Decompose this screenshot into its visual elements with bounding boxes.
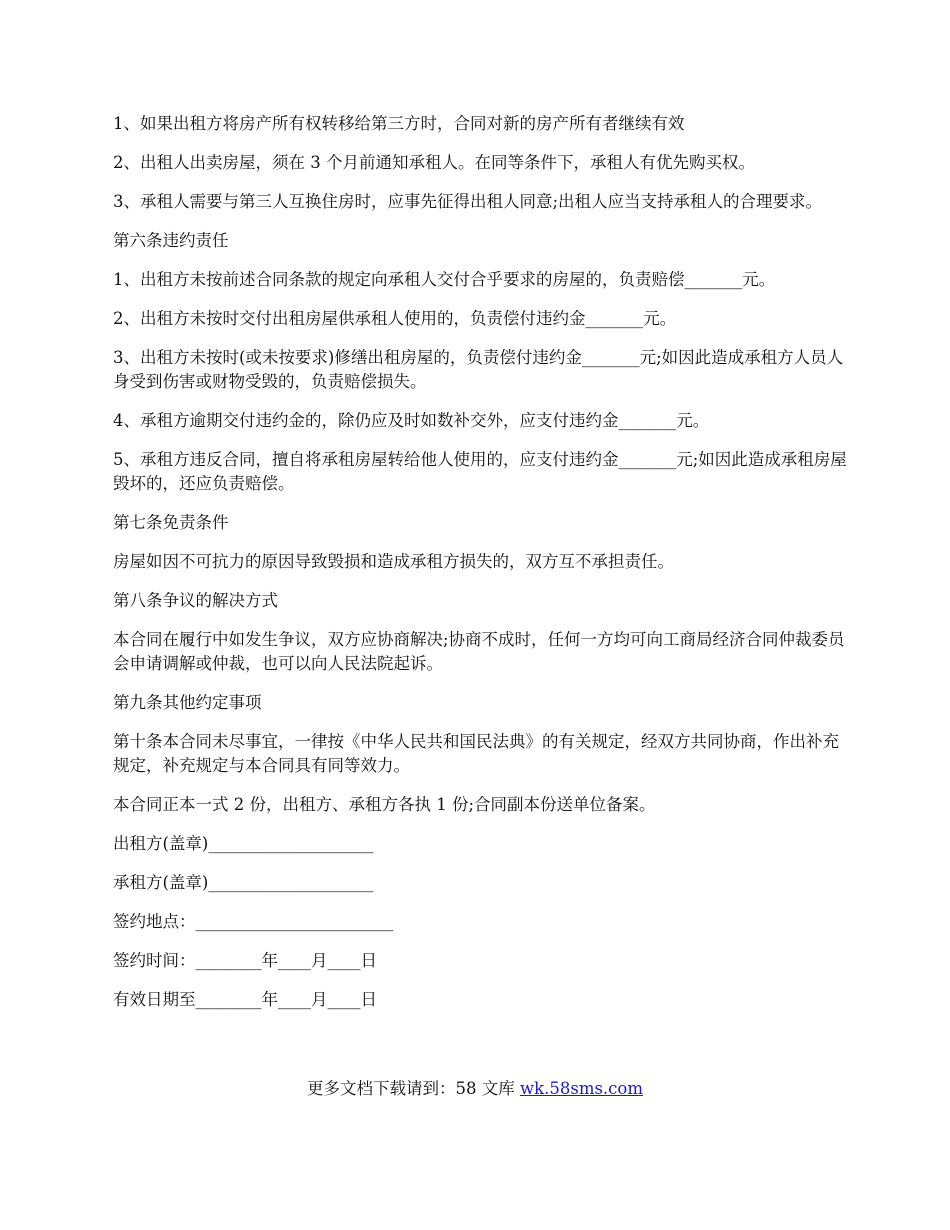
copies-text: 本合同正本一式 2 份，出租方、承租方各执 1 份;合同副本份送单位备案。	[113, 795, 656, 814]
clause-transfer-ownership: 1、如果出租方将房产所有权转移给第三方时，合同对新的房产所有者继续有效	[113, 114, 685, 133]
breach-item-5: 5、承租方违反合同，擅自将承租房屋转给他人使用的，应支付违约金_______元;如因此造成承租房屋毁坏的，还应负责赔偿。	[113, 450, 847, 493]
clause-housing-exchange: 3、承租人需要与第三人互换住房时，应事先征得出租人同意;出租人应当支持承租人的合理要求。	[113, 192, 823, 211]
page-footer	[0, 1077, 950, 1101]
section-heading-exemption: 第七条免责条件	[113, 513, 229, 532]
section-heading-other: 第九条其他约定事项	[113, 693, 262, 712]
exemption-text: 房屋如因不可抗力的原因导致毁损和造成承租方损失的，双方互不承担责任。	[113, 552, 674, 571]
breach-item-1: 1、出租方未按前述合同条款的规定向承租人交付合乎要求的房屋的，负责赔偿_______元。	[113, 270, 776, 289]
valid-until-line: 有效日期至________年____月____日	[113, 990, 377, 1009]
section-heading-breach: 第六条违约责任	[113, 231, 229, 250]
document-body	[113, 112, 853, 1027]
lessor-signature-line: 出租方(盖章)____________________	[113, 834, 374, 853]
breach-item-3: 3、出租方未按时(或未按要求)修缮出租房屋的，负责偿付违约金_______元;如因此造成承租方人员人身受到伤害或财物受毁的，负责赔偿损失。	[113, 348, 844, 391]
section-heading-dispute: 第八条争议的解决方式	[113, 591, 278, 610]
breach-item-4: 4、承租方逾期交付违约金的，除仍应及时如数补交外，应支付违约金_______元。	[113, 411, 710, 430]
footer-link[interactable]: wk.58sms.com	[519, 1079, 643, 1098]
signing-place-line: 签约地点：________________________	[113, 912, 394, 931]
clause-ten-text: 第十条本合同未尽事宜，一律按《中华人民共和国民法典》的有关规定，经双方共同协商，作出补充规定，补充规定与本合同具有同等效力。	[113, 732, 839, 775]
clause-sale-notice: 2、出租人出卖房屋，须在 3 个月前通知承租人。在同等条件下，承租人有优先购买权。	[113, 153, 755, 172]
breach-item-2: 2、出租方未按时交付出租房屋供承租人使用的，负责偿付违约金_______元。	[113, 309, 677, 328]
signing-date-line: 签约时间：________年____月____日	[113, 951, 377, 970]
dispute-text: 本合同在履行中如发生争议，双方应协商解决;协商不成时，任何一方均可向工商局经济合同仲裁委员会申请调解或仲裁，也可以向人民法院起诉。	[113, 630, 845, 673]
lessee-signature-line: 承租方(盖章)____________________	[113, 873, 374, 892]
footer-text: 更多文档下载请到：58 文库	[306, 1079, 520, 1098]
